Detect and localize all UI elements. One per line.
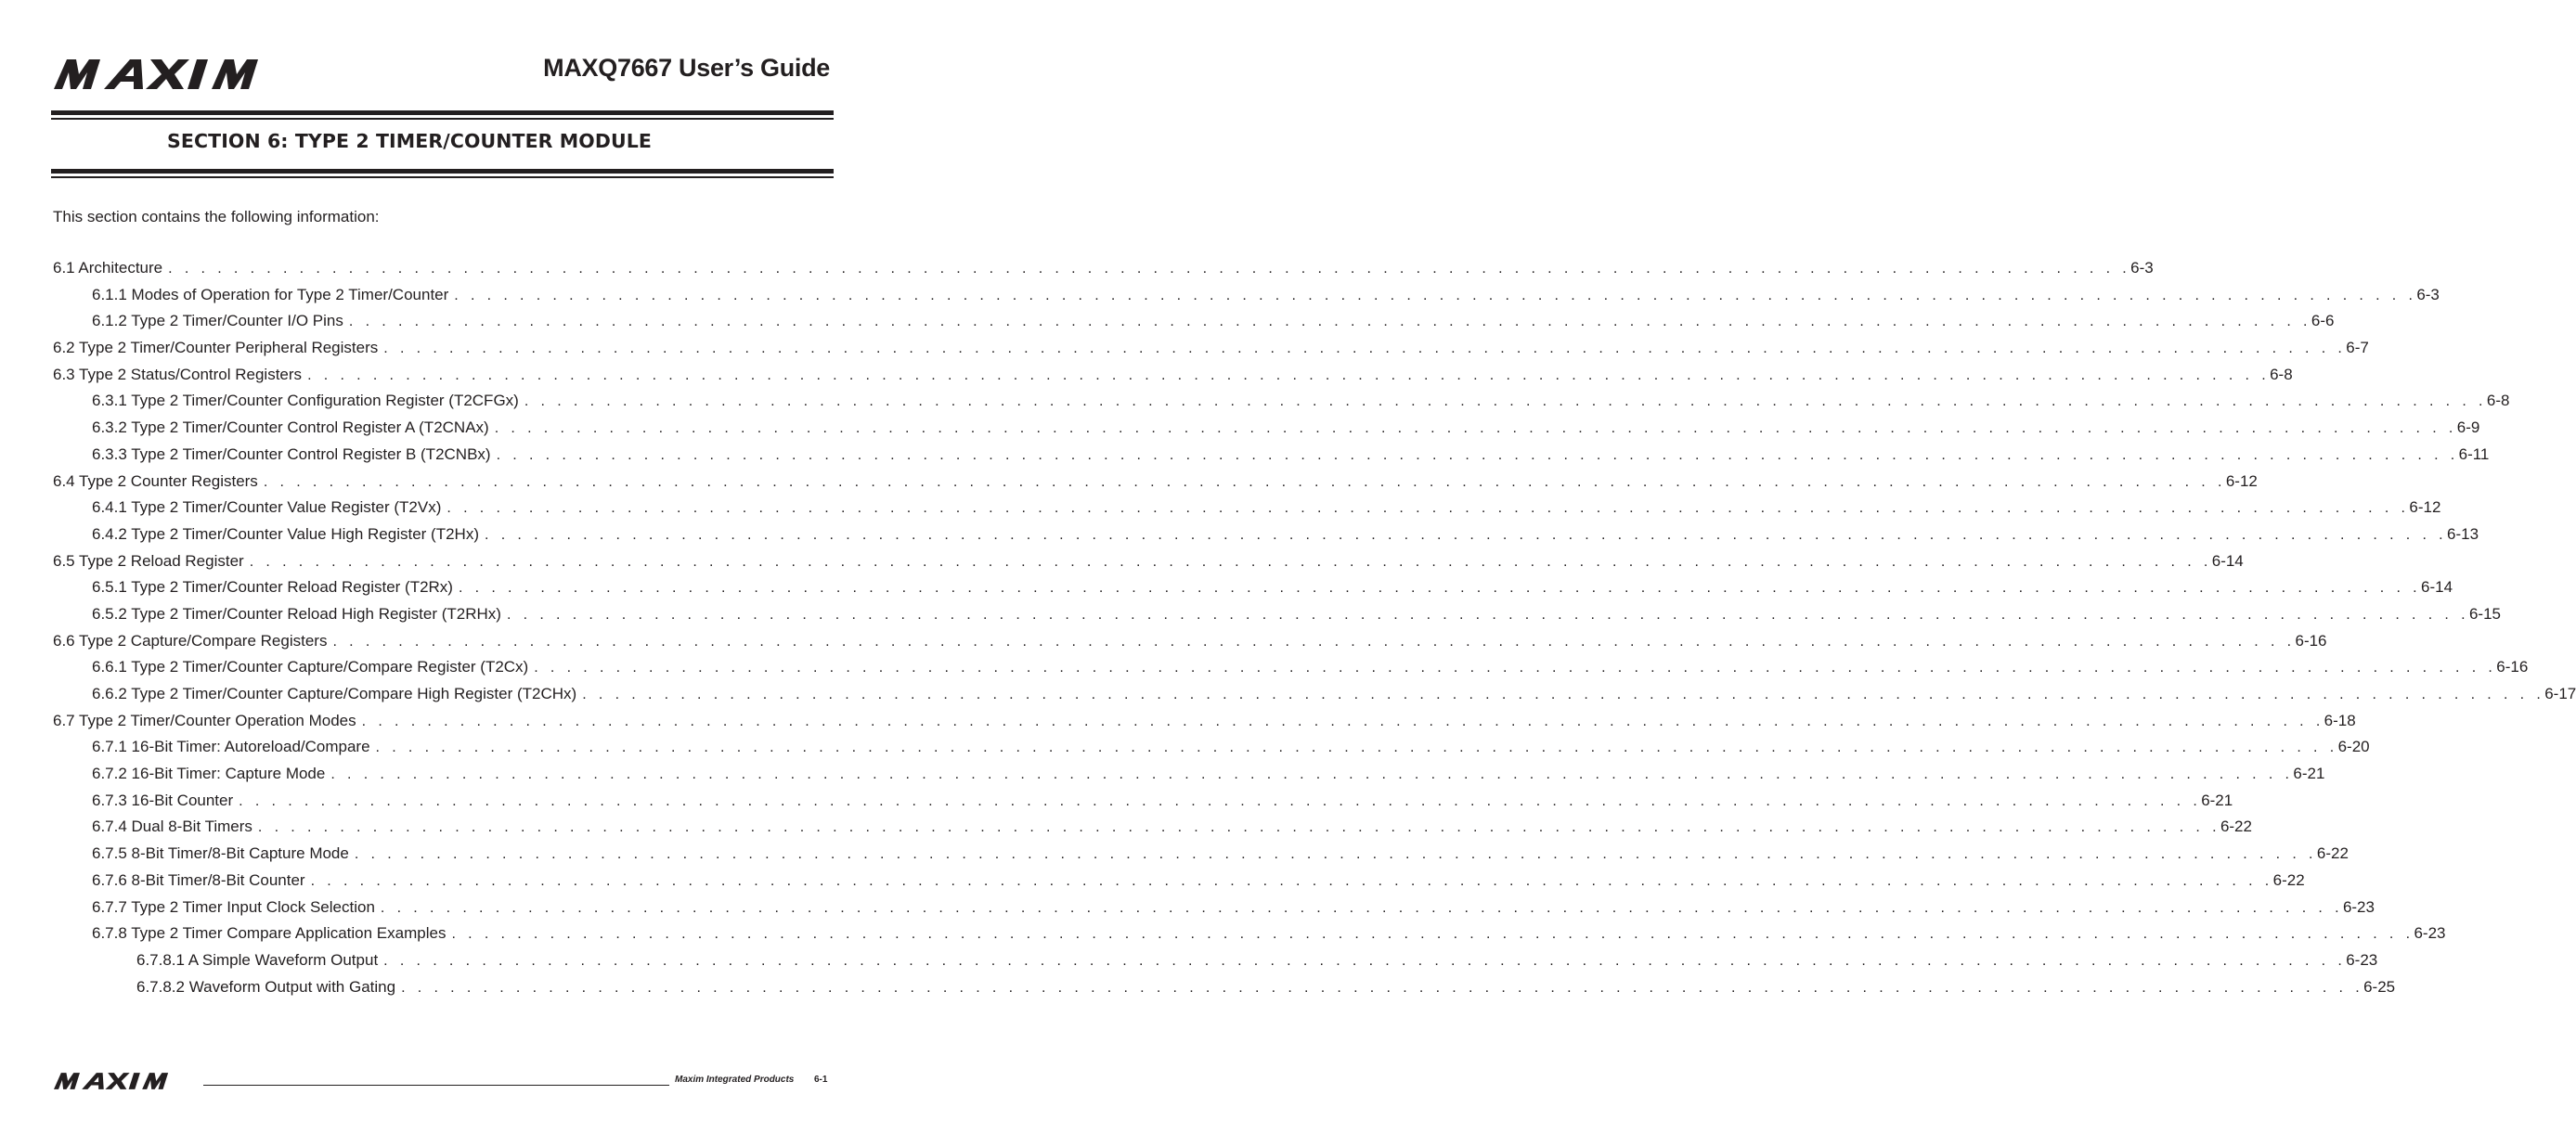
- toc-entry: [53, 658, 2529, 685]
- toc-entry: [53, 471, 2258, 499]
- toc-entry: [53, 870, 2305, 898]
- toc-dot-leader: . . . . . . . . . . . . . . . . . . . . . . . . . . . . . . . . . . . . . . . . . . . . . . . . . . . . . . . . . . . . . . . . . . . . . . . . . . . . . . . . . . . . . . . . . . . . . . . . . . . . . . . . . . . . . . . . . . . . . . . .: [401, 979, 2364, 996]
- toc-dot-leader: . . . . . . . . . . . . . . . . . . . . . . . . . . . . . . . . . . . . . . . . . . . . . . . . . . . . . . . . . . . . . . . . . . . . . . . . . . . . . . . . . . . . . . . . . . . . . . . . . . . . . . . . . . . . . . . . . . . . . . . .: [257, 819, 2220, 836]
- toc-entry: [53, 444, 2490, 472]
- toc-entry-page: 6-7: [2346, 339, 2369, 357]
- toc-entry: [53, 924, 2446, 951]
- toc-dot-leader: . . . . . . . . . . . . . . . . . . . . . . . . . . . . . . . . . . . . . . . . . . . . . . . . . . . . . . . . . . . . . . . . . . . . . . . . . . . . . . . . . . . . . . . . . . . . . . . . . . . . . . . . . . . . . . . . . . . . . . . .: [361, 713, 2324, 729]
- toc-entry-page: 6-23: [2414, 924, 2446, 943]
- toc-entry-title: 6.7.6 8-Bit Timer/8-Bit Counter: [92, 870, 305, 889]
- toc-dot-leader: . . . . . . . . . . . . . . . . . . . . . . . . . . . . . . . . . . . . . . . . . . . . . . . . . . . . . . . . . . . . . . . . . . . . . . . . . . . . . . . . . . . . . . . . . . . . . . . . . . . . . . . . . . . . . . . . . . . . . . . .: [496, 446, 2459, 463]
- toc-dot-leader: . . . . . . . . . . . . . . . . . . . . . . . . . . . . . . . . . . . . . . . . . . . . . . . . . . . . . . . . . . . . . . . . . . . . . . . . . . . . . . . . . . . . . . . . . . . . . . . . . . . . . . . . . . . . . . . . . . . . . . . .: [458, 580, 2421, 597]
- toc-entry-title: 6.7.1 16-Bit Timer: Autoreload/Compare: [92, 738, 370, 756]
- toc-entry-page: 6-22: [2316, 844, 2349, 863]
- toc-dot-leader: . . . . . . . . . . . . . . . . . . . . . . . . . . . . . . . . . . . . . . . . . . . . . . . . . . . . . . . . . . . . . . . . . . . . . . . . . . . . . . . . . . . . . . . . . . . . . . . . . . . . . . . . . . . . . . . . . . . . . . . .: [534, 660, 2497, 676]
- toc-dot-leader: . . . . . . . . . . . . . . . . . . . . . . . . . . . . . . . . . . . . . . . . . . . . . . . . . . . . . . . . . . . . . . . . . . . . . . . . . . . . . . . . . . . . . . . . . . . . . . . . . . . . . . . . . . . . . . . . . . . . . . . .: [375, 740, 2338, 756]
- toc-entry: [53, 551, 2244, 579]
- toc-entry: [53, 578, 2453, 605]
- toc-entry-title: 6.1.1 Modes of Operation for Type 2 Timer/Counter: [92, 285, 449, 303]
- toc-entry: [53, 259, 2154, 286]
- toc-dot-leader: . . . . . . . . . . . . . . . . . . . . . . . . . . . . . . . . . . . . . . . . . . . . . . . . . . . . . . . . . . . . . . . . . . . . . . . . . . . . . . . . . . . . . . . . . . . . . . . . . . . . . . . . . . . . . . . . . . . . . . . .: [310, 872, 2273, 889]
- toc-entry: [53, 418, 2480, 445]
- toc-dot-leader: . . . . . . . . . . . . . . . . . . . . . . . . . . . . . . . . . . . . . . . . . . . . . . . . . . . . . . . . . . . . . . . . . . . . . . . . . . . . . . . . . . . . . . . . . . . . . . . . . . . . . . . . . . . . . . . . . . . . . . . .: [168, 261, 2131, 277]
- toc-entry: [53, 524, 2479, 552]
- header-rule-thick: [51, 110, 834, 115]
- toc-entry: [53, 498, 2441, 525]
- toc-entry-page: 6-6: [2311, 312, 2335, 330]
- toc-entry-page: 6-15: [2468, 604, 2501, 623]
- header-rule-thin: [51, 118, 834, 120]
- toc-entry: [53, 285, 2440, 313]
- toc-entry: [53, 818, 2252, 844]
- toc-dot-leader: . . . . . . . . . . . . . . . . . . . . . . . . . . . . . . . . . . . . . . . . . . . . . . . . . . . . . . . . . . . . . . . . . . . . . . . . . . . . . . . . . . . . . . . . . . . . . . . . . . . . . . . . . . . . . . . . . . . . . . . .: [454, 287, 2417, 303]
- section-rule-thick: [51, 169, 834, 174]
- toc-entry-page: 6-17: [2544, 685, 2576, 702]
- toc-entry-page: 6-20: [2337, 738, 2370, 756]
- toc-dot-leader: . . . . . . . . . . . . . . . . . . . . . . . . . . . . . . . . . . . . . . . . . . . . . . . . . . . . . . . . . . . . . . . . . . . . . . . . . . . . . . . . . . . . . . . . . . . . . . . . . . . . . . . . . . . . . . . . . . . . . . . .: [263, 473, 2226, 490]
- toc-entry-title: 6.7.8.1 A Simple Waveform Output: [136, 950, 379, 969]
- toc-dot-leader: . . . . . . . . . . . . . . . . . . . . . . . . . . . . . . . . . . . . . . . . . . . . . . . . . . . . . . . . . . . . . . . . . . . . . . . . . . . . . . . . . . . . . . . . . . . . . . . . . . . . . . . . . . . . . . . . . . . . . . . .: [249, 553, 2212, 570]
- toc-entry-title: 6.7.7 Type 2 Timer Input Clock Selection: [92, 897, 375, 916]
- toc-entry-title: 6.4.2 Type 2 Timer/Counter Value High Register (T2Hx): [92, 524, 479, 543]
- toc-entry-title: 6.7 Type 2 Timer/Counter Operation Modes: [53, 711, 356, 729]
- toc-entry-title: 6.6 Type 2 Capture/Compare Registers: [53, 631, 328, 650]
- toc-entry-title: 6.5 Type 2 Reload Register: [53, 551, 244, 570]
- toc-entry: [53, 631, 2327, 659]
- toc-dot-leader: . . . . . . . . . . . . . . . . . . . . . . . . . . . . . . . . . . . . . . . . . . . . . . . . . . . . . . . . . . . . . . . . . . . . . . . . . . . . . . . . . . . . . . . . . . . . . . . . . . . . . . . . . . . . . . . . . . . . . . . .: [348, 314, 2311, 330]
- toc-entry: [53, 604, 2501, 632]
- toc-entry: [53, 897, 2375, 925]
- toc-entry: [53, 791, 2233, 818]
- toc-entry-title: 6.6.1 Type 2 Timer/Counter Capture/Compare Register (T2Cx): [92, 658, 529, 676]
- toc-entry-page: 6-8: [2486, 392, 2510, 410]
- table-of-contents: [53, 259, 2576, 1004]
- footer-rule: [203, 1085, 669, 1086]
- toc-entry-page: 6-23: [2346, 950, 2378, 969]
- toc-entry: [53, 339, 2369, 366]
- toc-dot-leader: . . . . . . . . . . . . . . . . . . . . . . . . . . . . . . . . . . . . . . . . . . . . . . . . . . . . . . . . . . . . . . . . . . . . . . . . . . . . . . . . . . . . . . . . . . . . . . . . . . . . . . . . . . . . . . . . . . . . . . . .: [332, 633, 2296, 650]
- section-rule-thin: [51, 176, 834, 178]
- toc-entry-page: 6-3: [2130, 259, 2154, 277]
- toc-entry: [53, 392, 2510, 418]
- maxim-logo: [54, 58, 303, 91]
- section-heading: SECTION 6: TYPE 2 TIMER/COUNTER MODULE: [167, 130, 652, 152]
- toc-dot-leader: . . . . . . . . . . . . . . . . . . . . . . . . . . . . . . . . . . . . . . . . . . . . . . . . . . . . . . . . . . . . . . . . . . . . . . . . . . . . . . . . . . . . . . . . . . . . . . . . . . . . . . . . . . . . . . . . . . . . . . . .: [239, 792, 2202, 809]
- toc-entry: [53, 711, 2356, 739]
- toc-entry: [53, 738, 2370, 765]
- toc-entry-page: 6-18: [2324, 711, 2356, 729]
- toc-entry: [53, 765, 2325, 792]
- toc-entry-title: 6.7.4 Dual 8-Bit Timers: [92, 818, 252, 836]
- toc-dot-leader: . . . . . . . . . . . . . . . . . . . . . . . . . . . . . . . . . . . . . . . . . . . . . . . . . . . . . . . . . . . . . . . . . . . . . . . . . . . . . . . . . . . . . . . . . . . . . . . . . . . . . . . . . . . . . . . . . . . . . . . .: [383, 952, 2347, 969]
- toc-entry-page: 6-14: [2421, 578, 2453, 597]
- footer-page-number: 6-1: [814, 1075, 828, 1085]
- toc-dot-leader: . . . . . . . . . . . . . . . . . . . . . . . . . . . . . . . . . . . . . . . . . . . . . . . . . . . . . . . . . . . . . . . . . . . . . . . . . . . . . . . . . . . . . . . . . . . . . . . . . . . . . . . . . . . . . . . . . . . . . . . .: [330, 766, 2294, 783]
- toc-entry-title: 6.2 Type 2 Timer/Counter Peripheral Registers: [53, 339, 379, 357]
- toc-entry-page: 6-11: [2458, 444, 2490, 463]
- toc-dot-leader: . . . . . . . . . . . . . . . . . . . . . . . . . . . . . . . . . . . . . . . . . . . . . . . . . . . . . . . . . . . . . . . . . . . . . . . . . . . . . . . . . . . . . . . . . . . . . . . . . . . . . . . . . . . . . . . . . . . . . . . .: [524, 393, 2487, 410]
- toc-dot-leader: . . . . . . . . . . . . . . . . . . . . . . . . . . . . . . . . . . . . . . . . . . . . . . . . . . . . . . . . . . . . . . . . . . . . . . . . . . . . . . . . . . . . . . . . . . . . . . . . . . . . . . . . . . . . . . . . . . . . . . . .: [447, 500, 2410, 517]
- toc-entry: [53, 685, 2576, 712]
- toc-entry-title: 6.4 Type 2 Counter Registers: [53, 471, 258, 490]
- toc-entry-page: 6-14: [2211, 551, 2244, 570]
- toc-entry-page: 6-21: [2293, 765, 2325, 783]
- toc-entry: [53, 365, 2293, 393]
- toc-entry-title: 6.7.8.2 Waveform Output with Gating: [136, 977, 396, 996]
- toc-entry-page: 6-8: [2270, 365, 2293, 383]
- toc-entry-title: 6.7.5 8-Bit Timer/8-Bit Capture Mode: [92, 844, 349, 863]
- toc-entry-title: 6.3.3 Type 2 Timer/Counter Control Register B (T2CNBx): [92, 444, 491, 463]
- toc-dot-leader: . . . . . . . . . . . . . . . . . . . . . . . . . . . . . . . . . . . . . . . . . . . . . . . . . . . . . . . . . . . . . . . . . . . . . . . . . . . . . . . . . . . . . . . . . . . . . . . . . . . . . . . . . . . . . . . . . . . . . . . .: [307, 367, 2271, 383]
- toc-entry-page: 6-12: [2409, 498, 2441, 517]
- footer-company: Maxim Integrated Products: [675, 1075, 795, 1085]
- toc-dot-leader: . . . . . . . . . . . . . . . . . . . . . . . . . . . . . . . . . . . . . . . . . . . . . . . . . . . . . . . . . . . . . . . . . . . . . . . . . . . . . . . . . . . . . . . . . . . . . . . . . . . . . . . . . . . . . . . . . . . . . . . .: [383, 341, 2347, 357]
- toc-entry-page: 6-12: [2225, 471, 2258, 490]
- toc-entry: [53, 977, 2396, 1005]
- toc-entry-page: 6-23: [2342, 897, 2375, 916]
- toc-entry-page: 6-3: [2416, 285, 2440, 303]
- toc-entry: [53, 312, 2335, 339]
- toc-dot-leader: . . . . . . . . . . . . . . . . . . . . . . . . . . . . . . . . . . . . . . . . . . . . . . . . . . . . . . . . . . . . . . . . . . . . . . . . . . . . . . . . . . . . . . . . . . . . . . . . . . . . . . . . . . . . . . . . . . . . . . . .: [354, 846, 2317, 863]
- toc-dot-leader: . . . . . . . . . . . . . . . . . . . . . . . . . . . . . . . . . . . . . . . . . . . . . . . . . . . . . . . . . . . . . . . . . . . . . . . . . . . . . . . . . . . . . . . . . . . . . . . . . . . . . . . . . . . . . . . . . . . . . . . .: [380, 899, 2343, 916]
- toc-entry: [53, 844, 2349, 871]
- toc-entry-title: 6.7.8 Type 2 Timer Compare Application Examples: [92, 924, 447, 943]
- intro-text: This section contains the following information:: [53, 208, 380, 225]
- toc-dot-leader: . . . . . . . . . . . . . . . . . . . . . . . . . . . . . . . . . . . . . . . . . . . . . . . . . . . . . . . . . . . . . . . . . . . . . . . . . . . . . . . . . . . . . . . . . . . . . . . . . . . . . . . . . . . . . . . . . . . . . . . .: [485, 526, 2448, 543]
- toc-entry-title: 6.6.2 Type 2 Timer/Counter Capture/Compare High Register (T2CHx): [92, 685, 577, 702]
- toc-entry-title: 6.4.1 Type 2 Timer/Counter Value Register (T2Vx): [92, 498, 442, 517]
- toc-dot-leader: . . . . . . . . . . . . . . . . . . . . . . . . . . . . . . . . . . . . . . . . . . . . . . . . . . . . . . . . . . . . . . . . . . . . . . . . . . . . . . . . . . . . . . . . . . . . . . . . . . . . . . . . . . . . . . . . . . . . . . . .: [506, 606, 2469, 623]
- maxim-logo-footer: [54, 1072, 193, 1090]
- toc-entry-page: 6-22: [2220, 818, 2252, 836]
- toc-entry-page: 6-13: [2447, 524, 2479, 543]
- document-title: MAXQ7667 User’s Guide: [543, 54, 830, 82]
- toc-entry-page: 6-25: [2363, 977, 2396, 996]
- toc-entry-title: 6.7.2 16-Bit Timer: Capture Mode: [92, 765, 326, 783]
- toc-entry-title: 6.1.2 Type 2 Timer/Counter I/O Pins: [92, 312, 343, 330]
- toc-entry-title: 6.5.2 Type 2 Timer/Counter Reload High Register (T2RHx): [92, 604, 501, 623]
- toc-entry-title: 6.3.2 Type 2 Timer/Counter Control Register A (T2CNAx): [92, 418, 489, 437]
- toc-entry-page: 6-22: [2272, 870, 2305, 889]
- toc-entry-title: 6.5.1 Type 2 Timer/Counter Reload Register (T2Rx): [92, 578, 453, 597]
- toc-dot-leader: . . . . . . . . . . . . . . . . . . . . . . . . . . . . . . . . . . . . . . . . . . . . . . . . . . . . . . . . . . . . . . . . . . . . . . . . . . . . . . . . . . . . . . . . . . . . . . . . . . . . . . . . . . . . . . . . . . . . . . . .: [494, 420, 2457, 437]
- toc-entry-title: 6.7.3 16-Bit Counter: [92, 791, 234, 809]
- toc-dot-leader: . . . . . . . . . . . . . . . . . . . . . . . . . . . . . . . . . . . . . . . . . . . . . . . . . . . . . . . . . . . . . . . . . . . . . . . . . . . . . . . . . . . . . . . . . . . . . . . . . . . . . . . . . . . . . . . . . . . . . . . .: [582, 687, 2545, 702]
- toc-entry-page: 6-16: [2295, 631, 2327, 650]
- toc-entry: [53, 950, 2378, 978]
- toc-entry-page: 6-9: [2456, 418, 2480, 437]
- toc-dot-leader: . . . . . . . . . . . . . . . . . . . . . . . . . . . . . . . . . . . . . . . . . . . . . . . . . . . . . . . . . . . . . . . . . . . . . . . . . . . . . . . . . . . . . . . . . . . . . . . . . . . . . . . . . . . . . . . . . . . . . . . .: [451, 926, 2414, 943]
- toc-entry-title: 6.3.1 Type 2 Timer/Counter Configuration Register (T2CFGx): [92, 392, 519, 410]
- toc-entry-page: 6-16: [2496, 658, 2529, 676]
- toc-entry-page: 6-21: [2201, 791, 2233, 809]
- toc-entry-title: 6.1 Architecture: [53, 259, 163, 277]
- toc-entry-title: 6.3 Type 2 Status/Control Registers: [53, 365, 303, 383]
